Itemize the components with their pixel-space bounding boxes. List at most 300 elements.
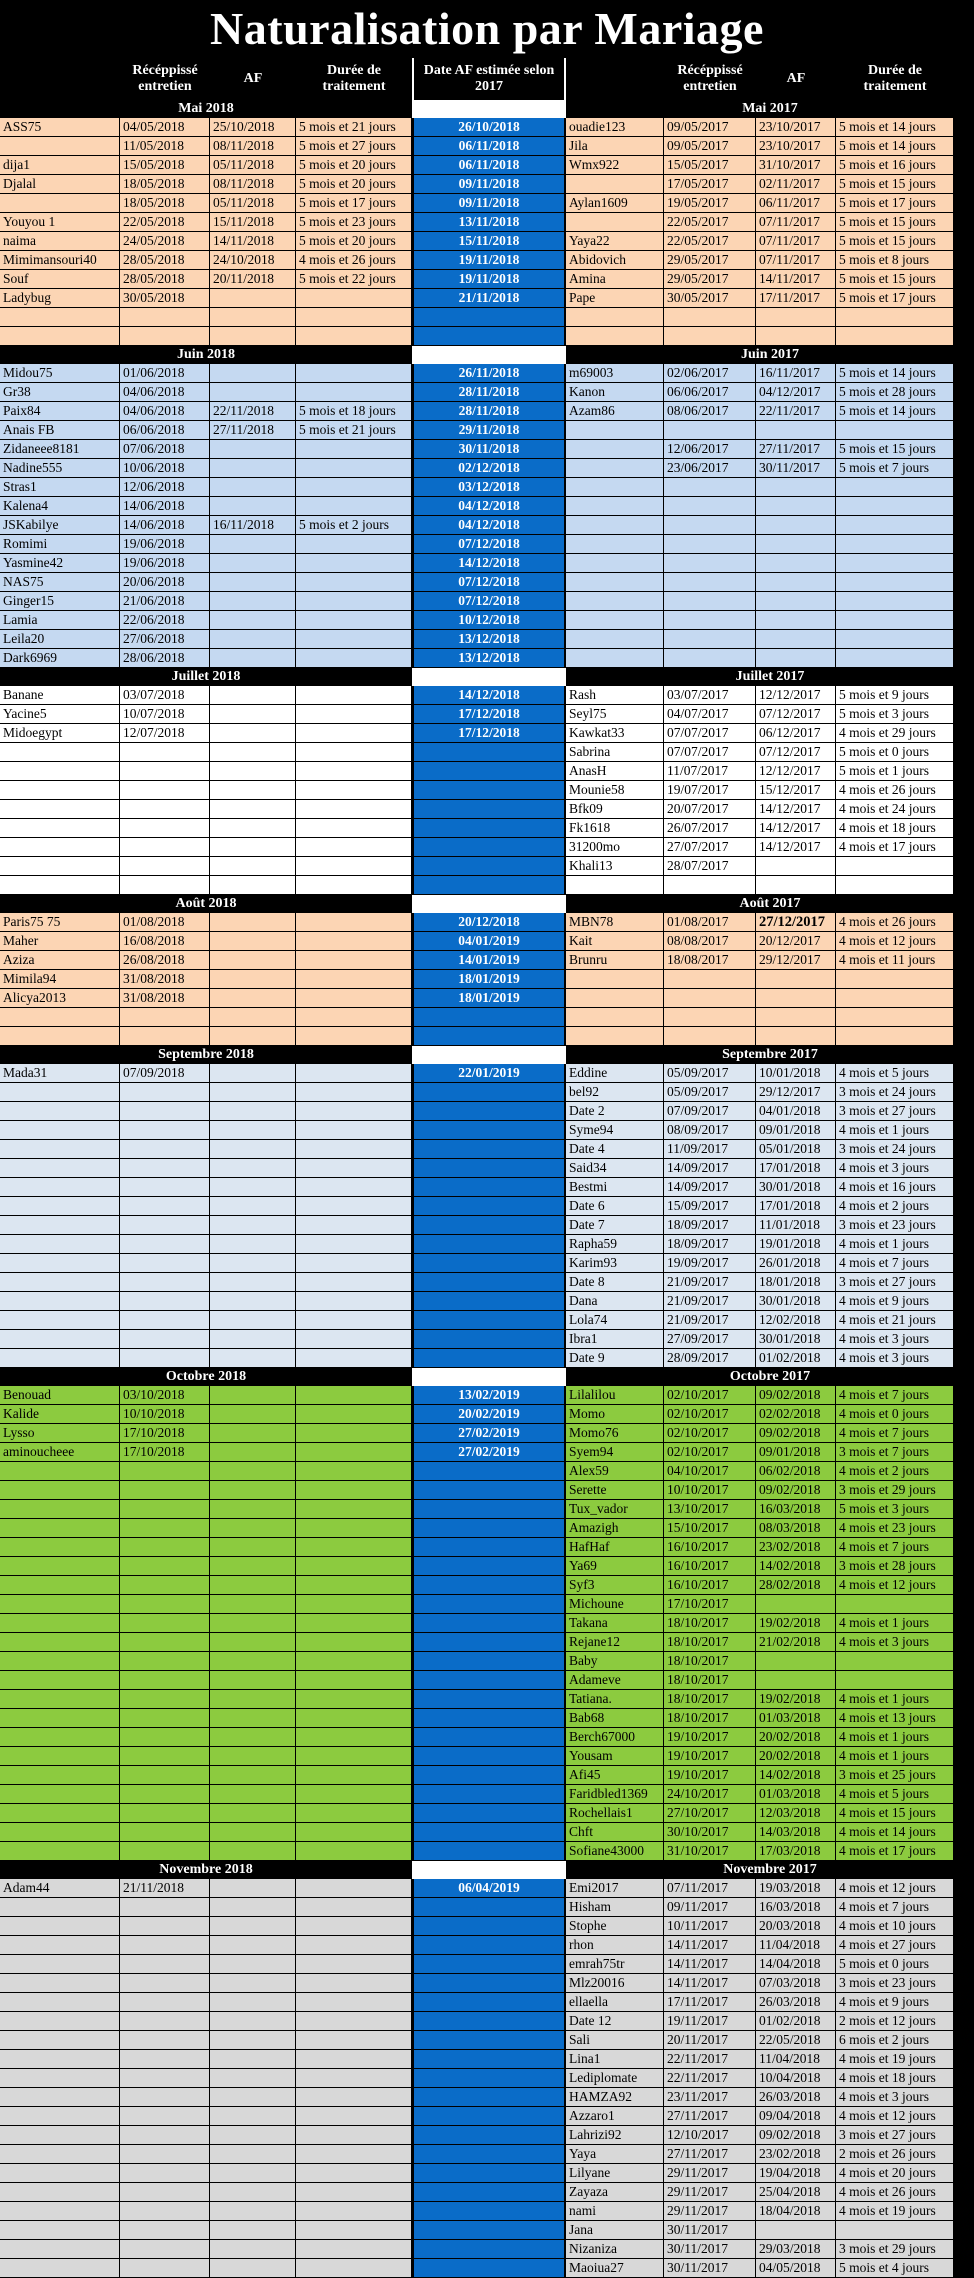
af-left bbox=[210, 1254, 296, 1273]
duree-right: 4 mois et 7 jours bbox=[836, 1254, 954, 1273]
recep-left bbox=[120, 1330, 210, 1349]
duree-left bbox=[296, 1766, 412, 1785]
duree-left bbox=[296, 2240, 412, 2259]
pseudo-left bbox=[0, 857, 120, 876]
estimated-af bbox=[412, 1595, 566, 1614]
pseudo-right: Pape bbox=[566, 289, 664, 308]
pseudo-left: Romimi bbox=[0, 535, 120, 554]
estimated-af bbox=[412, 1462, 566, 1481]
pseudo-right: Tatiana. bbox=[566, 1690, 664, 1709]
recep-right bbox=[664, 554, 756, 573]
estimated-af: 26/11/2018 bbox=[412, 364, 566, 383]
estimated-af bbox=[412, 800, 566, 819]
recep-right: 27/09/2017 bbox=[664, 1330, 756, 1349]
duree-right: 6 mois et 2 jours bbox=[836, 2031, 954, 2050]
af-left bbox=[210, 554, 296, 573]
table-row bbox=[0, 308, 974, 327]
pseudo-left bbox=[0, 1102, 120, 1121]
pseudo-left: Anais FB bbox=[0, 421, 120, 440]
month-header bbox=[0, 346, 974, 364]
recep-right: 18/10/2017 bbox=[664, 1652, 756, 1671]
duree-right: 4 mois et 1 jours bbox=[836, 1121, 954, 1140]
af-right: 14/02/2018 bbox=[756, 1557, 836, 1576]
estimated-af bbox=[412, 1235, 566, 1254]
estimated-af bbox=[412, 1823, 566, 1842]
af-right bbox=[756, 857, 836, 876]
duree-right bbox=[836, 1008, 954, 1027]
month-header bbox=[0, 1861, 974, 1879]
recep-right: 22/11/2017 bbox=[664, 2050, 756, 2069]
table-row bbox=[0, 535, 974, 554]
table-row bbox=[0, 1064, 974, 1083]
pseudo-right bbox=[566, 876, 664, 895]
af-right: 11/04/2018 bbox=[756, 1936, 836, 1955]
recep-left: 28/05/2018 bbox=[120, 270, 210, 289]
pseudo-left bbox=[0, 1917, 120, 1936]
af-left: 25/10/2018 bbox=[210, 118, 296, 137]
recep-right: 29/05/2017 bbox=[664, 251, 756, 270]
estimated-af bbox=[412, 2202, 566, 2221]
recep-left: 07/09/2018 bbox=[120, 1064, 210, 1083]
duree-right: 4 mois et 13 jours bbox=[836, 1709, 954, 1728]
af-left: 20/11/2018 bbox=[210, 270, 296, 289]
recep-left bbox=[120, 1804, 210, 1823]
recep-right: 23/11/2017 bbox=[664, 2088, 756, 2107]
duree-right: 4 mois et 3 jours bbox=[836, 1159, 954, 1178]
af-left: 14/11/2018 bbox=[210, 232, 296, 251]
af-left bbox=[210, 2012, 296, 2031]
pseudo-left: Mimila94 bbox=[0, 970, 120, 989]
duree-left bbox=[296, 592, 412, 611]
af-left bbox=[210, 1121, 296, 1140]
pseudo-right: Khali13 bbox=[566, 857, 664, 876]
table-row bbox=[0, 364, 974, 383]
pseudo-right: Sofiane43000 bbox=[566, 1842, 664, 1861]
estimated-af: 07/12/2018 bbox=[412, 535, 566, 554]
pseudo-left bbox=[0, 1690, 120, 1709]
pseudo-right: Hisham bbox=[566, 1898, 664, 1917]
af-right: 31/10/2017 bbox=[756, 156, 836, 175]
recep-left: 15/05/2018 bbox=[120, 156, 210, 175]
af-right: 07/12/2017 bbox=[756, 743, 836, 762]
af-right: 01/03/2018 bbox=[756, 1709, 836, 1728]
recep-right: 05/09/2017 bbox=[664, 1064, 756, 1083]
table-row bbox=[0, 857, 974, 876]
estimated-af bbox=[412, 838, 566, 857]
af-left bbox=[210, 1102, 296, 1121]
af-left bbox=[210, 989, 296, 1008]
table-row bbox=[0, 1614, 974, 1633]
month-left-title: Octobre 2018 bbox=[165, 1369, 247, 1384]
af-left bbox=[210, 2107, 296, 2126]
estimated-af: 07/12/2018 bbox=[412, 573, 566, 592]
pseudo-right: Adameve bbox=[566, 1671, 664, 1690]
duree-right: 5 mois et 15 jours bbox=[836, 213, 954, 232]
duree-right: 4 mois et 1 jours bbox=[836, 1728, 954, 1747]
duree-left bbox=[296, 1254, 412, 1273]
recep-right: 09/05/2017 bbox=[664, 137, 756, 156]
recep-right: 19/10/2017 bbox=[664, 1766, 756, 1785]
pseudo-right: MBN78 bbox=[566, 913, 664, 932]
recep-left bbox=[120, 2069, 210, 2088]
af-left bbox=[210, 2240, 296, 2259]
recep-left bbox=[120, 2145, 210, 2164]
estimated-af bbox=[412, 1747, 566, 1766]
table-row bbox=[0, 1349, 974, 1368]
pseudo-right: Michoune bbox=[566, 1595, 664, 1614]
duree-left bbox=[296, 1614, 412, 1633]
af-right: 09/01/2018 bbox=[756, 1121, 836, 1140]
pseudo-left bbox=[0, 1027, 120, 1046]
estimated-af: 20/02/2019 bbox=[412, 1405, 566, 1424]
af-right bbox=[756, 876, 836, 895]
duree-left bbox=[296, 440, 412, 459]
pseudo-right: Rapha59 bbox=[566, 1235, 664, 1254]
estimated-af bbox=[412, 1481, 566, 1500]
pseudo-right: Nizaniza bbox=[566, 2240, 664, 2259]
pseudo-right: Ibra1 bbox=[566, 1330, 664, 1349]
af-right bbox=[756, 327, 836, 346]
af-left: 16/11/2018 bbox=[210, 516, 296, 535]
pseudo-left bbox=[0, 1823, 120, 1842]
pseudo-left bbox=[0, 2050, 120, 2069]
estimated-af bbox=[412, 1500, 566, 1519]
duree-left bbox=[296, 2069, 412, 2088]
duree-left bbox=[296, 1008, 412, 1027]
af-right: 11/04/2018 bbox=[756, 2050, 836, 2069]
pseudo-left: Adam44 bbox=[0, 1879, 120, 1898]
duree-right: 5 mois et 0 jours bbox=[836, 1955, 954, 1974]
af-left bbox=[210, 308, 296, 327]
af-right: 26/03/2018 bbox=[756, 2088, 836, 2107]
recep-left bbox=[120, 1709, 210, 1728]
estimated-af bbox=[412, 1993, 566, 2012]
duree-left bbox=[296, 1936, 412, 1955]
pseudo-left: Paix84 bbox=[0, 402, 120, 421]
duree-left bbox=[296, 1083, 412, 1102]
recep-right: 21/09/2017 bbox=[664, 1311, 756, 1330]
pseudo-left bbox=[0, 1273, 120, 1292]
estimated-af bbox=[412, 1292, 566, 1311]
duree-left bbox=[296, 876, 412, 895]
duree-right: 4 mois et 2 jours bbox=[836, 1462, 954, 1481]
af-left bbox=[210, 876, 296, 895]
af-right: 29/12/2017 bbox=[756, 951, 836, 970]
estimated-af: 27/02/2019 bbox=[412, 1424, 566, 1443]
duree-left bbox=[296, 1595, 412, 1614]
table-row bbox=[0, 649, 974, 668]
duree-left bbox=[296, 1898, 412, 1917]
pseudo-left: Maher bbox=[0, 932, 120, 951]
recep-right bbox=[664, 421, 756, 440]
duree-left bbox=[296, 1197, 412, 1216]
recep-left bbox=[120, 1785, 210, 1804]
recep-left bbox=[120, 800, 210, 819]
pseudo-right: Bab68 bbox=[566, 1709, 664, 1728]
pseudo-left: Youyou 1 bbox=[0, 213, 120, 232]
pseudo-right bbox=[566, 554, 664, 573]
pseudo-right: rhon bbox=[566, 1936, 664, 1955]
af-left: 08/11/2018 bbox=[210, 137, 296, 156]
table-row bbox=[0, 289, 974, 308]
table-row bbox=[0, 1936, 974, 1955]
af-left bbox=[210, 762, 296, 781]
duree-left bbox=[296, 970, 412, 989]
estimated-af bbox=[412, 1917, 566, 1936]
pseudo-left: Ladybug bbox=[0, 289, 120, 308]
af-left bbox=[210, 611, 296, 630]
duree-right: 4 mois et 3 jours bbox=[836, 1349, 954, 1368]
pseudo-left bbox=[0, 1728, 120, 1747]
duree-left bbox=[296, 1140, 412, 1159]
pseudo-right: Takana bbox=[566, 1614, 664, 1633]
table-row bbox=[0, 2240, 974, 2259]
recep-left bbox=[120, 2259, 210, 2278]
pseudo-right: Rochellais1 bbox=[566, 1804, 664, 1823]
duree-right: 3 mois et 27 jours bbox=[836, 2126, 954, 2145]
recep-left: 14/06/2018 bbox=[120, 497, 210, 516]
duree-right: 5 mois et 16 jours bbox=[836, 156, 954, 175]
duree-right: 3 mois et 25 jours bbox=[836, 1766, 954, 1785]
duree-left bbox=[296, 1216, 412, 1235]
estimated-af: 13/02/2019 bbox=[412, 1386, 566, 1405]
table-row bbox=[0, 1842, 974, 1861]
pseudo-left bbox=[0, 1121, 120, 1140]
pseudo-right bbox=[566, 1008, 664, 1027]
estimated-af bbox=[412, 1008, 566, 1027]
recep-right: 02/10/2017 bbox=[664, 1424, 756, 1443]
recep-left bbox=[120, 2202, 210, 2221]
pseudo-right: Seyl75 bbox=[566, 705, 664, 724]
recep-left: 22/05/2018 bbox=[120, 213, 210, 232]
estimated-af bbox=[412, 2145, 566, 2164]
af-right: 02/11/2017 bbox=[756, 175, 836, 194]
duree-left bbox=[296, 383, 412, 402]
af-right bbox=[756, 630, 836, 649]
recep-left: 24/05/2018 bbox=[120, 232, 210, 251]
af-left bbox=[210, 913, 296, 932]
recep-right bbox=[664, 535, 756, 554]
estimated-af: 02/12/2018 bbox=[412, 459, 566, 478]
af-left: 08/11/2018 bbox=[210, 175, 296, 194]
section-nov bbox=[0, 1861, 974, 2278]
duree-left bbox=[296, 2088, 412, 2107]
estimated-af: 20/12/2018 bbox=[412, 913, 566, 932]
header-left-duree: Durée de traitement bbox=[322, 63, 386, 94]
estimated-af: 15/11/2018 bbox=[412, 232, 566, 251]
recep-right bbox=[664, 327, 756, 346]
recep-right: 03/07/2017 bbox=[664, 686, 756, 705]
recep-left: 04/06/2018 bbox=[120, 383, 210, 402]
af-left bbox=[210, 1709, 296, 1728]
duree-left bbox=[296, 1576, 412, 1595]
af-left bbox=[210, 743, 296, 762]
af-left bbox=[210, 1955, 296, 1974]
af-right: 26/01/2018 bbox=[756, 1254, 836, 1273]
month-right-title: Octobre 2017 bbox=[729, 1369, 811, 1384]
month-mid-spacer bbox=[412, 1368, 566, 1386]
duree-right: 5 mois et 15 jours bbox=[836, 175, 954, 194]
recep-left bbox=[120, 2183, 210, 2202]
table-row bbox=[0, 1576, 974, 1595]
af-right: 01/03/2018 bbox=[756, 1785, 836, 1804]
duree-left bbox=[296, 762, 412, 781]
duree-right bbox=[836, 1027, 954, 1046]
duree-left bbox=[296, 2145, 412, 2164]
table-row bbox=[0, 1804, 974, 1823]
pseudo-right: Yaya22 bbox=[566, 232, 664, 251]
duree-right: 2 mois et 26 jours bbox=[836, 2145, 954, 2164]
duree-right bbox=[836, 649, 954, 668]
table-row bbox=[0, 1974, 974, 1993]
af-left bbox=[210, 1936, 296, 1955]
duree-left bbox=[296, 554, 412, 573]
pseudo-left: Yacine5 bbox=[0, 705, 120, 724]
af-right: 12/02/2018 bbox=[756, 1311, 836, 1330]
recep-right: 09/11/2017 bbox=[664, 1898, 756, 1917]
estimated-af: 04/12/2018 bbox=[412, 497, 566, 516]
duree-right: 4 mois et 16 jours bbox=[836, 1178, 954, 1197]
pseudo-right bbox=[566, 989, 664, 1008]
pseudo-left bbox=[0, 743, 120, 762]
estimated-af: 13/11/2018 bbox=[412, 213, 566, 232]
duree-left bbox=[296, 2202, 412, 2221]
af-right: 20/03/2018 bbox=[756, 1917, 836, 1936]
duree-left bbox=[296, 2031, 412, 2050]
duree-right: 4 mois et 19 jours bbox=[836, 2202, 954, 2221]
pseudo-right: Lina1 bbox=[566, 2050, 664, 2069]
pseudo-left bbox=[0, 838, 120, 857]
pseudo-left bbox=[0, 308, 120, 327]
af-right: 27/12/2017 bbox=[756, 913, 836, 932]
recep-left: 18/05/2018 bbox=[120, 194, 210, 213]
recep-right: 29/11/2017 bbox=[664, 2183, 756, 2202]
duree-right: 4 mois et 20 jours bbox=[836, 2164, 954, 2183]
af-left bbox=[210, 2069, 296, 2088]
table-row bbox=[0, 1197, 974, 1216]
recep-left bbox=[120, 1633, 210, 1652]
pseudo-left: Leila20 bbox=[0, 630, 120, 649]
recep-right: 04/10/2017 bbox=[664, 1462, 756, 1481]
pseudo-left: Dark6969 bbox=[0, 649, 120, 668]
af-left bbox=[210, 1481, 296, 1500]
recep-left: 27/06/2018 bbox=[120, 630, 210, 649]
month-right-title: Mai 2017 bbox=[742, 101, 798, 116]
pseudo-right: Wmx922 bbox=[566, 156, 664, 175]
recep-left: 10/07/2018 bbox=[120, 705, 210, 724]
pseudo-left bbox=[0, 2259, 120, 2278]
af-left bbox=[210, 1519, 296, 1538]
pseudo-right bbox=[566, 516, 664, 535]
recep-left: 31/08/2018 bbox=[120, 989, 210, 1008]
recep-right bbox=[664, 308, 756, 327]
header-pseudo-right bbox=[566, 58, 664, 100]
recep-right: 19/05/2017 bbox=[664, 194, 756, 213]
pseudo-right: Kanon bbox=[566, 383, 664, 402]
header-right-recep: Récéppissé entretien bbox=[677, 63, 743, 94]
af-right: 23/02/2018 bbox=[756, 2145, 836, 2164]
af-left bbox=[210, 383, 296, 402]
recep-right bbox=[664, 989, 756, 1008]
duree-right bbox=[836, 497, 954, 516]
section-oct bbox=[0, 1368, 974, 1861]
duree-right: 4 mois et 7 jours bbox=[836, 1538, 954, 1557]
table-row bbox=[0, 1292, 974, 1311]
recep-left bbox=[120, 1614, 210, 1633]
recep-left bbox=[120, 1595, 210, 1614]
table-row bbox=[0, 1955, 974, 1974]
duree-right: 5 mois et 14 jours bbox=[836, 364, 954, 383]
pseudo-left bbox=[0, 1083, 120, 1102]
recep-right: 19/07/2017 bbox=[664, 781, 756, 800]
pseudo-left: Midou75 bbox=[0, 364, 120, 383]
table-row bbox=[0, 1102, 974, 1121]
recep-right: 05/09/2017 bbox=[664, 1083, 756, 1102]
duree-left bbox=[296, 1993, 412, 2012]
month-header bbox=[0, 1368, 974, 1386]
duree-left bbox=[296, 1728, 412, 1747]
estimated-af bbox=[412, 2259, 566, 2278]
duree-left bbox=[296, 459, 412, 478]
duree-left bbox=[296, 1443, 412, 1462]
recep-right bbox=[664, 497, 756, 516]
pseudo-left bbox=[0, 1898, 120, 1917]
estimated-af: 06/11/2018 bbox=[412, 137, 566, 156]
duree-left: 5 mois et 18 jours bbox=[296, 402, 412, 421]
af-left bbox=[210, 592, 296, 611]
duree-right: 4 mois et 3 jours bbox=[836, 1330, 954, 1349]
recep-right: 14/09/2017 bbox=[664, 1159, 756, 1178]
duree-left bbox=[296, 1386, 412, 1405]
section-mai bbox=[0, 100, 974, 346]
pseudo-left bbox=[0, 1311, 120, 1330]
recep-left bbox=[120, 857, 210, 876]
duree-left bbox=[296, 308, 412, 327]
af-right: 30/01/2018 bbox=[756, 1330, 836, 1349]
pseudo-right: Lilyane bbox=[566, 2164, 664, 2183]
pseudo-right bbox=[566, 535, 664, 554]
pseudo-right bbox=[566, 611, 664, 630]
duree-right: 5 mois et 0 jours bbox=[836, 743, 954, 762]
recep-left bbox=[120, 327, 210, 346]
month-header bbox=[0, 895, 974, 913]
pseudo-right: HafHaf bbox=[566, 1538, 664, 1557]
estimated-af bbox=[412, 1330, 566, 1349]
af-right: 14/03/2018 bbox=[756, 1823, 836, 1842]
duree-right: 5 mois et 14 jours bbox=[836, 137, 954, 156]
pseudo-right bbox=[566, 327, 664, 346]
table-row bbox=[0, 1405, 974, 1424]
af-right: 14/02/2018 bbox=[756, 1766, 836, 1785]
af-left bbox=[210, 1557, 296, 1576]
recep-left bbox=[120, 1292, 210, 1311]
af-left bbox=[210, 2031, 296, 2050]
pseudo-right bbox=[566, 1027, 664, 1046]
duree-left bbox=[296, 1500, 412, 1519]
recep-left: 01/06/2018 bbox=[120, 364, 210, 383]
duree-right: 4 mois et 23 jours bbox=[836, 1519, 954, 1538]
duree-right: 4 mois et 9 jours bbox=[836, 1993, 954, 2012]
duree-left: 5 mois et 23 jours bbox=[296, 213, 412, 232]
af-left: 05/11/2018 bbox=[210, 156, 296, 175]
af-left bbox=[210, 478, 296, 497]
table-row bbox=[0, 1690, 974, 1709]
estimated-af bbox=[412, 1178, 566, 1197]
af-right: 12/12/2017 bbox=[756, 762, 836, 781]
af-right: 27/11/2017 bbox=[756, 440, 836, 459]
af-right: 06/11/2017 bbox=[756, 194, 836, 213]
recep-right bbox=[664, 970, 756, 989]
